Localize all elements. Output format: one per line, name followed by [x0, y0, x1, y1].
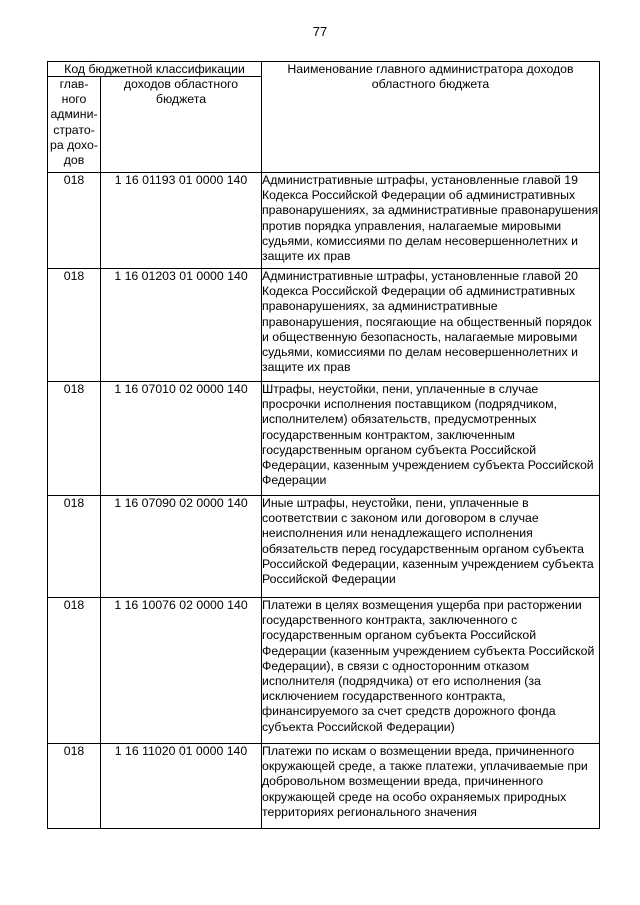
admin-code-cell: 018: [48, 382, 101, 496]
admin-code-cell: 018: [48, 173, 101, 269]
table-row: [48, 598, 600, 744]
table-row: [48, 496, 600, 598]
admin-name-cell: Штрафы, неустойки, пени, уплаченные в случае просрочки исполнения поставщиком (подрядчиком, исполнителем) обязательств, предусмотренных государственным контрактом, заключенным государственным органом субъекта Российской Федерации, казенным учреждением субъекта Российской Федерации: [262, 382, 600, 496]
income-code-cell: 1 16 11020 01 0000 140: [101, 744, 262, 829]
admin-name-cell: Административные штрафы, установленные главой 20 Кодекса Российской Федерации об административных правонарушениях, за административные правонарушения, посягающие на общественный порядок и общественную безопасность, налагаемые мировыми судьями, комиссиями по делам несовершеннолетних и защите их прав: [262, 269, 600, 382]
income-code-cell: 1 16 01203 01 0000 140: [101, 269, 262, 382]
page-number: 77: [312, 24, 328, 39]
admin-name-cell: Административные штрафы, установленные главой 19 Кодекса Российской Федерации об административных правонарушениях, за административные правонарушения против порядка управления, налагаемые мировыми судьями, комиссиями по делам несовершеннолетних и защите их прав: [262, 173, 600, 269]
admin-name-cell: Платежи по искам о возмещении вреда, причиненного окружающей среде, а также платежи, уплачиваемые при добровольном возмещении вреда, причиненного окружающей среде на особо охраняемых природных территориях регионального значения: [262, 744, 600, 829]
table-row: [48, 173, 600, 269]
budget-classification-table: [47, 61, 600, 829]
table-row: [48, 269, 600, 382]
admin-code-cell: 018: [48, 744, 101, 829]
admin-name-cell: Иные штрафы, неустойки, пени, уплаченные в соответствии с законом или договором в случае неисполнения или ненадлежащего исполнения обязательств перед государственным органом субъекта Российской Федерации, казенным учреждением субъекта Российской Федерации: [262, 496, 600, 598]
table-row: [48, 382, 600, 496]
header-income-code: доходов областного бюджета: [101, 77, 262, 173]
admin-name-cell: Платежи в целях возмещения ущерба при расторжении государственного контракта, заключенного с государственным органом субъекта Российской Федерации (казенным учреждением субъекта Российской Федерации), в связи с односторонним отказом исполнителя (подрядчика) от его исполнения (за исключением государственного контракта, финансируемого за счет средств дорожного фонда субъекта Российской Федерации): [262, 598, 600, 744]
income-code-cell: 1 16 10076 02 0000 140: [101, 598, 262, 744]
admin-code-cell: 018: [48, 598, 101, 744]
header-admin-name: Наименование главного администратора доходов областного бюджета: [262, 62, 600, 173]
income-code-cell: 1 16 07010 02 0000 140: [101, 382, 262, 496]
header-admin-code: глав-ного админи-страто-ра дохо-дов: [48, 77, 101, 173]
table-row: [48, 744, 600, 829]
income-code-cell: 1 16 01193 01 0000 140: [101, 173, 262, 269]
admin-code-cell: 018: [48, 496, 101, 598]
admin-code-cell: 018: [48, 269, 101, 382]
income-code-cell: 1 16 07090 02 0000 140: [101, 496, 262, 598]
header-code-group: Код бюджетной классификации: [48, 62, 262, 77]
